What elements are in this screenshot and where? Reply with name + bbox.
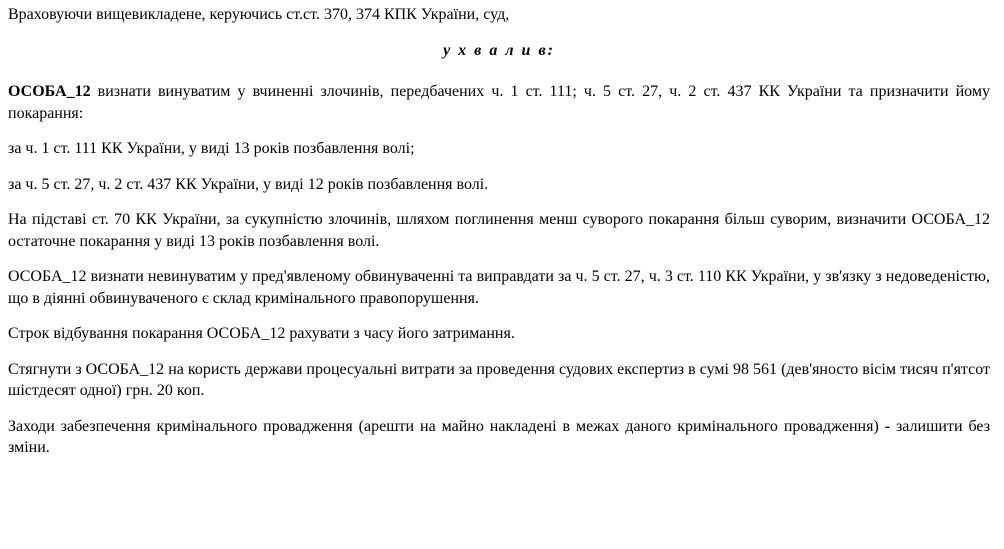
guilty-verdict-text: визнати винуватим у вчиненні злочинів, передбачених ч. 1 ст. 111; ч. 5 ст. 27, ч. 2 ст. 437 КК України та призначити йому покарання:	[8, 83, 990, 122]
sentence-art111-paragraph: за ч. 1 ст. 111 КК України, у виді 13 років позбавлення волі;	[8, 140, 415, 157]
decision-heading: у х в а л и в:	[443, 41, 555, 59]
security-measures-text: Заходи забезпечення кримінального провадження (арешти на майно накладені в межах даного кримінального провадження)	[8, 417, 885, 435]
defendant-name: ОСОБА_12	[8, 83, 91, 100]
security-measures-dash: -	[884, 417, 891, 435]
cumulative-sentence-paragraph: На підставі ст. 70 КК України, за сукупністю злочинів, шляхом поглинення менш суворого покарання більш суворим, визначити ОСОБА_12 остаточне покарання у виді 13 років позбавлення волі.	[8, 211, 990, 250]
document-body	[8, 4, 990, 473]
guilty-verdict-paragraph	[8, 81, 990, 124]
sentence-art437-paragraph: за ч. 5 ст. 27, ч. 2 ст. 437 КК України, у виді 12 років позбавлення волі.	[8, 175, 489, 193]
acquittal-paragraph: ОСОБА_12 визнати невинуватим у пред'явленому обвинуваченні та виправдати за ч. 5 ст. 27, ч. 3 ст. 110 КК України, у зв'язку з недоведеністю, що в діянні обвинуваченого є склад кримінального правопорушення.	[8, 268, 990, 307]
sentence-start-paragraph: Строк відбування покарання ОСОБА_12 рахувати з часу його затримання.	[8, 325, 515, 342]
security-measures-end: залишити без зміни.	[8, 417, 991, 456]
intro-paragraph: Враховуючи вищевикладене, керуючись ст.ст. 370, 374 КПК України, суд,	[8, 6, 510, 23]
costs-recovery-paragraph: Стягнути з ОСОБА_12 на користь держави процесуальні витрати за проведення судових експертиз в сумі 98 561 (дев'яносто вісім тисяч п'ятсот шістдесят одної) грн. 20 коп.	[8, 360, 990, 399]
security-measures-paragraph	[8, 416, 990, 459]
